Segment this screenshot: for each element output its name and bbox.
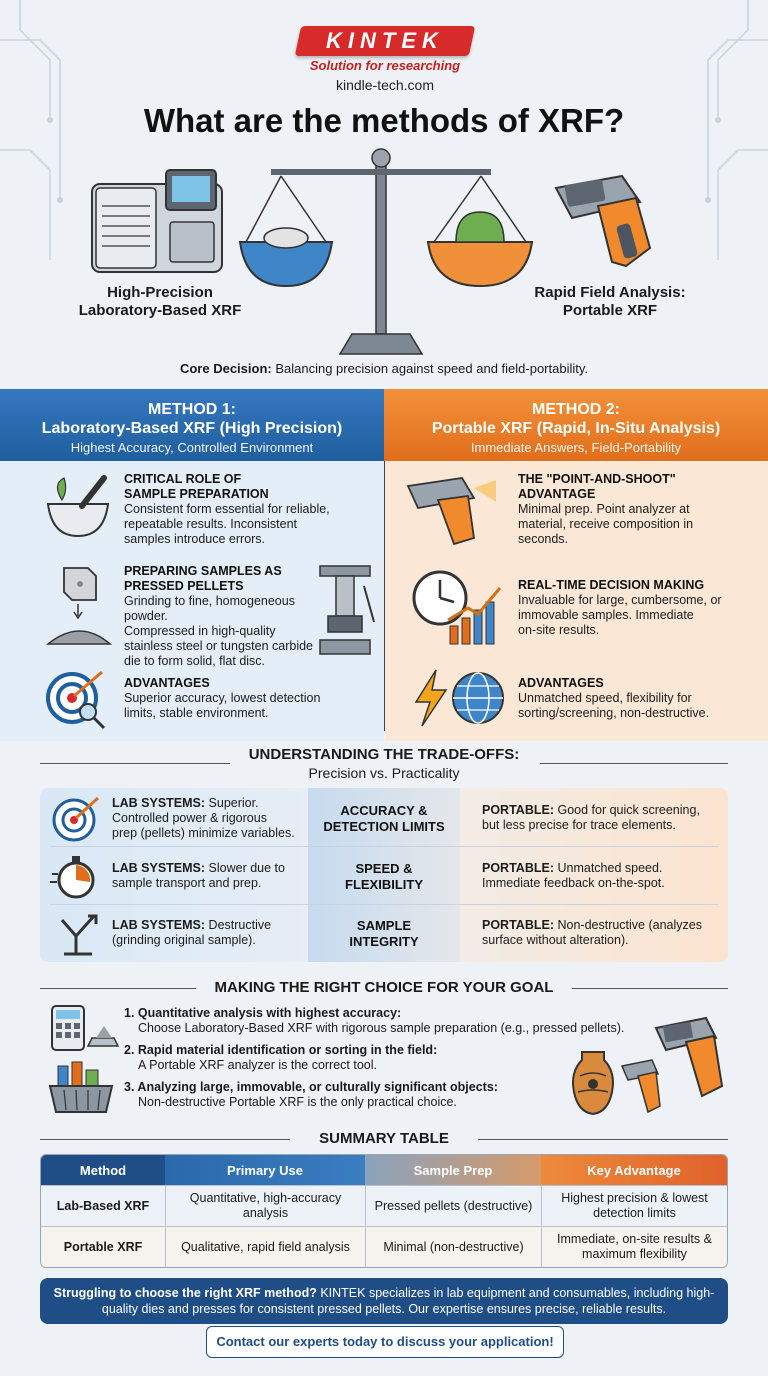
table-row [41,1185,727,1226]
method1-item-2-title-2: PRESSED PELLETS [124,579,244,593]
tradeoff-3-port-label: PORTABLE: [482,918,554,932]
clock-chart-icon [410,568,506,648]
tradeoff-3-port-2: surface without alteration). [482,933,629,947]
method1-item-3-body-1: Superior accuracy, lowest detection [124,691,321,705]
tradeoff-1-lab [112,796,308,841]
table-row [41,1226,727,1267]
tradeoff-1-criterion-1: ACCURACY & [340,803,428,818]
tradeoffs-row-divider-2 [50,904,718,905]
choice-item-2-body: A Portable XRF analyzer is the correct tool. [138,1058,377,1072]
method1-item-2-body-1: Grinding to fine, homogeneous powder. [124,594,295,623]
method2-item-1-body-2: material, receive composition in [518,517,694,531]
choice-item-1 [124,1006,664,1036]
portable-xrf-label [520,284,700,320]
table-cell: Minimal (non-destructive) [365,1226,541,1267]
summary-col-method: Method [41,1155,165,1185]
core-decision-label: Core Decision: [179,361,272,376]
tradeoff-3-criterion [308,918,460,950]
method1-item-1-body-1: Consistent form essential for reliable, [124,502,330,516]
tradeoff-1-portable [482,803,722,833]
tradeoff-2-criterion-2: FLEXIBILITY [345,877,423,892]
portable-xrf-label-line1: Rapid Field Analysis: [534,284,686,301]
choice-heading: MAKING THE RIGHT CHOICE FOR YOUR GOAL [214,979,554,996]
method2-item-3-body-1: Unmatched speed, flexibility for [518,691,692,705]
globe-icon [450,670,506,726]
choice-item-1-body: Choose Laboratory-Based XRF with rigorous sample preparation (e.g., pressed pellets). [138,1021,625,1035]
brand-tagline: Solution for researching [309,58,461,73]
method1-item-3 [124,676,374,721]
choice-item-3-body: Non-destructive Portable XRF is the only practical choice. [138,1095,457,1109]
summary-table [40,1154,728,1268]
lab-xrf-label-line1: High-Precision [107,284,213,301]
tradeoff-1-port-2: but less precise for trace elements. [482,818,676,832]
stopwatch-icon [50,852,102,900]
portable-xrf-gun-icon [546,168,662,276]
summary-col-primary-use: Primary Use [165,1155,365,1185]
tradeoff-2-lab-1: Slower due to [205,861,285,875]
tradeoff-1-port-1: Good for quick screening, [554,803,700,817]
basket-icon [48,1060,114,1116]
method2-item-1-title-2: ADVANTAGE [518,487,596,501]
footer-bold: Struggling to choose the right XRF method? [53,1286,317,1300]
calculator-scale-icon [48,1002,120,1054]
page-title: What are the methods of XRF? [143,102,625,139]
summary-col-key-advantage: Key Advantage [541,1155,727,1185]
portable-xrf-label-line2: Portable XRF [562,302,658,319]
lab-xrf-label-line2: Laboratory-Based XRF [78,302,242,319]
method2-item-1-title-1: THE "POINT-AND-SHOOT" [518,472,676,486]
choice-item-2-title: 2. Rapid material identification or sorting in the field: [124,1043,438,1057]
table-cell: Pressed pellets (destructive) [365,1185,541,1226]
target-magnifier-icon [44,668,110,730]
tradeoffs-row-divider-1 [50,846,718,847]
tradeoff-2-lab-label: LAB SYSTEMS: [112,861,206,875]
method1-item-1 [124,472,374,547]
tradeoff-1-lab-label: LAB SYSTEMS: [112,796,206,810]
method1-item-1-title-1: CRITICAL ROLE OF [124,472,242,486]
footer-body: KINTEK specializes in lab equipment and consumables, including high-quality dies and presses for consistent pressed pellets. Our expertise ensures precise, reliable results. [101,1286,715,1316]
method2-item-1-body-1: Minimal prep. Point analyzer at [518,502,690,516]
target-icon [50,794,102,842]
pellet-cube-icon [44,562,114,648]
method2-item-2-body-1: Invaluable for large, cumbersome, or [518,593,722,607]
method1-heading: METHOD 1: [148,401,236,418]
method2-item-1 [518,472,758,547]
tradeoff-2-port-label: PORTABLE: [482,861,554,875]
table-cell: Highest precision & lowest detection limits [541,1185,727,1226]
method1-item-3-title: ADVANTAGES [124,676,210,690]
footer-banner [40,1278,728,1324]
tradeoff-3-lab-2: (grinding original sample). [112,933,256,947]
table-cell: Qualitative, rapid field analysis [165,1226,365,1267]
mortar-pestle-icon [42,470,114,542]
method2-heading: METHOD 2: [532,401,620,418]
tradeoff-2-port-1: Unmatched speed. [554,861,663,875]
contact-experts-button[interactable]: Contact our experts today to discuss your application! [206,1326,564,1358]
method2-title: Portable XRF (Rapid, In-Situ Analysis) [431,420,721,437]
method1-item-2-body-2: Compressed in high-quality [124,624,276,638]
method2-item-3 [518,676,758,721]
tradeoff-1-lab-2: Controlled power & rigorous [112,811,267,825]
choice-item-2 [124,1043,544,1073]
tradeoff-2-criterion [308,861,460,893]
table-cell: Lab-Based XRF [41,1185,165,1226]
split-arrow-icon [54,910,102,958]
method1-banner [0,389,384,461]
tradeoff-1-lab-3: prep (pellets) minimize variables. [112,826,295,840]
tradeoff-3-lab [112,918,308,948]
tradeoff-1-lab-1: Superior. [205,796,259,810]
brand-name: KINTEK [326,28,444,53]
xrf-gun-large-icon [652,1010,728,1100]
summary-heading: SUMMARY TABLE [319,1130,449,1147]
tradeoff-3-lab-1: Destructive [205,918,272,932]
method2-banner [384,389,768,461]
method1-item-1-title-2: SAMPLE PREPARATION [124,487,269,501]
method-divider [384,461,385,731]
table-cell: Immediate, on-site results & maximum flexibility [541,1226,727,1267]
vase-icon [566,1048,620,1118]
method1-title: Laboratory-Based XRF (High Precision) [41,420,343,437]
summary-header-row [41,1155,727,1185]
method1-item-2-body-3: stainless steel or tungsten carbide [124,639,313,653]
tradeoff-3-criterion-2: INTEGRITY [349,934,419,949]
footer-text [40,1278,728,1317]
tradeoff-2-lab-2: sample transport and prep. [112,876,262,890]
tradeoff-1-criterion-2: DETECTION LIMITS [323,819,445,834]
method2-item-2-title: REAL-TIME DECISION MAKING [518,578,705,592]
core-decision-text: Balancing precision against speed and field-portability. [271,361,589,376]
choice-item-3-title: 3. Analyzing large, immovable, or culturally significant objects: [124,1080,498,1094]
choice-item-1-title: 1. Quantitative analysis with highest accuracy: [124,1006,402,1020]
method1-item-3-body-2: limits, stable environment. [124,706,269,720]
method2-item-1-body-3: seconds. [518,532,569,546]
xrf-gun-beam-icon [404,472,500,548]
summary-col-sample-prep: Sample Prep [365,1155,541,1185]
method2-item-3-title: ADVANTAGES [518,676,604,690]
method1-item-2-title-1: PREPARING SAMPLES AS [124,564,282,578]
method2-subtitle: Immediate Answers, Field-Portability [470,440,682,455]
tradeoffs-rule-right [540,763,728,764]
tradeoff-2-criterion-1: SPEED & [355,861,413,876]
tradeoff-3-lab-label: LAB SYSTEMS: [112,918,206,932]
tradeoffs-subheading: Precision vs. Practicality [308,765,460,781]
tradeoff-3-criterion-1: SAMPLE [356,918,412,933]
tradeoff-2-lab [112,861,308,891]
choice-item-3 [124,1080,564,1110]
lab-xrf-machine-icon [86,166,230,278]
tradeoff-3-port-1: Non-destructive (analyzes [554,918,702,932]
lab-xrf-label [70,284,250,320]
core-decision [0,361,768,376]
method1-item-2 [124,564,324,669]
method1-subtitle: Highest Accuracy, Controlled Environment [70,440,314,455]
tradeoff-1-port-label: PORTABLE: [482,803,554,817]
lightning-icon [410,668,452,728]
tradeoff-1-criterion [308,803,460,835]
table-cell: Portable XRF [41,1226,165,1267]
tradeoff-3-portable [482,918,722,948]
tradeoff-2-port-2: Immediate feedback on-the-spot. [482,876,665,890]
tradeoff-2-portable [482,861,722,891]
method2-item-2-body-3: on-site results. [518,623,600,637]
method2-item-2 [518,578,758,638]
method1-item-2-body-4: die to form solid, flat disc. [124,654,266,668]
balance-scale-icon [236,146,536,360]
method1-item-1-body-2: repeatable results. Inconsistent [124,517,298,531]
method1-item-1-body-3: samples introduce errors. [124,532,266,546]
method2-item-3-body-2: sorting/screening, non-destructive. [518,706,710,720]
tradeoffs-rule-left [40,763,230,764]
table-cell: Quantitative, high-accuracy analysis [165,1185,365,1226]
tradeoffs-heading: UNDERSTANDING THE TRADE-OFFS: [248,746,520,763]
method2-item-2-body-2: immovable samples. Immediate [518,608,694,622]
website-link[interactable]: kindle-tech.com [335,77,435,93]
